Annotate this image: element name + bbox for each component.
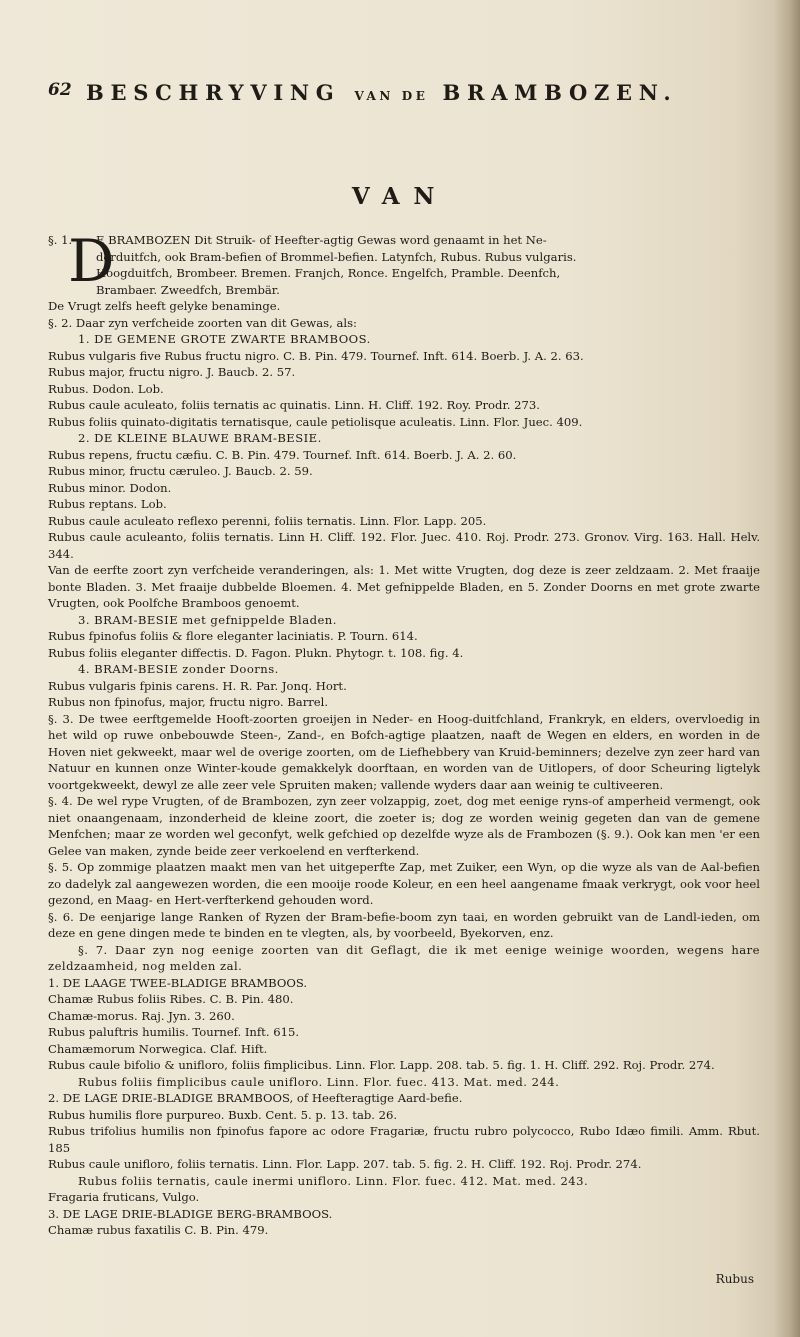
- text-paragraph: Chamæ-morus. Raj. Jyn. 3. 260.: [48, 1008, 235, 1023]
- text-paragraph: Rubus repens, fructu cæfiu. C. B. Pin. 479. Tournef. Inft. 614. Boerb. J. A. 2. 60.: [48, 447, 517, 462]
- variety-heading: 1. DE GEMENE GROTE ZWARTE BRAMBOOS.: [78, 332, 371, 346]
- variety-heading: 4. BRAM-BESIE zonder Doorns.: [78, 662, 279, 676]
- text-paragraph: §. 3. De twee eerftgemelde Hooft-zoorten groeijen in Neder- en Hoog-duitfchland, Frankryk, en elders, overvloedig in het wild op ruwe onbebouwde Steen-, Zand-, en Bofch-agtige plaatzen, naaft de Wegen en elders, en worden in de Hoven niet gekweekt, maar wel de overige zoorten, om de Liefhebbery van Kruid-beminners; dezelve zyn zeer hard van Natuur en kunnen onze Winter-koude gemakkelyk doorftaan, en worden van de Uitlopers, of door Scheuring ligtelyk voortgekweekt, dewyl ze alle zeer vele Spruiten maken; vallende wyders daar aan weinig te cultiveeren.: [48, 711, 760, 792]
- running-title: [86, 80, 677, 105]
- text-paragraph: 3. DE LAGE DRIE-BLADIGE BERG-BRAMBOOS.: [48, 1206, 333, 1221]
- text-paragraph: Rubus trifolius humilis non fpinofus fapore ac odore Fragariæ, fructu rubro polycocco, Rubo Idæo fimili. Amm. Rbut. 185: [48, 1124, 760, 1155]
- text-paragraph: Rubus reptans. Lob.: [48, 497, 167, 511]
- text-paragraph: §. 2. Daar zyn verfcheide zoorten van dit Gewas, als:: [48, 315, 357, 330]
- text-paragraph: Rubus caule aculeato reflexo perenni, foliis ternatis. Linn. Flor. Lapp. 205.: [48, 513, 487, 528]
- text-paragraph: Rubus caule aculeato, foliis ternatis ac quinatis. Linn. H. Cliff. 192. Roy. Prodr. 273.: [48, 398, 540, 412]
- text-paragraph: Chamæ Rubus foliis Ribes. C. B. Pin. 480.: [48, 992, 294, 1006]
- text-paragraph: §. 5. Op zommige plaatzen maakt men van het uitgeperfte Zap, met Zuiker, een Wyn, op die wyze als van de Aal-befien zo dadelyk zal aangewezen worden, die een mooije roode Koleur, en een heel aangename fmaak verkrygt, ook voor heel gezond, en Maag- en Hert-verfterkend gehouden word.: [48, 860, 760, 907]
- page-number: 62: [48, 80, 72, 100]
- body-text: [48, 227, 760, 1239]
- running-title-end: BRAMBOZEN.: [442, 80, 678, 105]
- text-paragraph: Rubus caule aculeanto, foliis ternatis. Linn H. Cliff. 192. Flor. Juec. 410. Roj. Prodr. 273. Gronov. Virg. 163. Hall. Helv. 344.: [48, 530, 760, 561]
- variety-heading: Rubus foliis ternatis, caule inermi unifloro. Linn. Flor. fuec. 412. Mat. med. 243.: [78, 1173, 589, 1188]
- intro-paragraph: [48, 227, 760, 298]
- intro-line: Brambaer. Zweedfch, Brembär.: [96, 282, 280, 297]
- catchword: Rubus: [715, 1272, 754, 1286]
- text-paragraph: Rubus foliis eleganter diffectis. D. Fagon. Plukn. Phytogr. t. 108. fig. 4.: [48, 645, 464, 660]
- text-paragraph: 2. DE LAGE DRIE-BLADIGE BRAMBOOS, of Heefteragtige Aard-befie.: [48, 1091, 463, 1105]
- text-paragraph: De Vrugt zelfs heeft gelyke benaminge.: [48, 299, 281, 313]
- text-paragraph: 1. DE LAAGE TWEE-BLADIGE BRAMBOOS.: [48, 975, 308, 990]
- variety-heading: §. 7. Daar zyn nog eenige zoorten van dit Geflagt, die ik met eenige weinige woorden, wegens hare zeldzaamheid, nog melden zal.: [48, 942, 760, 973]
- text-paragraph: Fragaria fruticans, Vulgo.: [48, 1190, 200, 1204]
- text-paragraph: Rubus humilis flore purpureo. Buxb. Cent. 5. p. 13. tab. 26.: [48, 1107, 398, 1122]
- text-paragraph: Rubus caule bifolio & unifloro, foliis fimplicibus. Linn. Flor. Lapp. 208. tab. 5. fig. 1. H. Cliff. 292. Roj. Prodr. 274.: [48, 1058, 715, 1072]
- intro-line: derduitfch, ook Bram-befien of Brommel-befien. Latynfch, Rubus. Rubus vulgaris.: [96, 249, 577, 264]
- section-mark: §. 1.: [48, 233, 73, 247]
- text-paragraph: Rubus non fpinofus, major, fructu nigro. Barrel.: [48, 695, 329, 709]
- variety-heading: 3. BRAM-BESIE met gefnippelde Bladen.: [78, 612, 337, 627]
- variety-heading: Rubus foliis fimplicibus caule unifloro. Linn. Flor. fuec. 413. Mat. med. 244.: [78, 1074, 560, 1089]
- text-paragraph: Rubus caule unifloro, foliis ternatis. Linn. Flor. Lapp. 207. tab. 5. fig. 2. H. Cliff. 192. Roj. Prodr. 274.: [48, 1157, 642, 1171]
- intro-line: E BRAMBOZEN Dit Struik- of Heefter-agtig Gewas word genaamt in het Ne-: [96, 233, 547, 247]
- variety-heading: 2. DE KLEINE BLAUWE BRAM-BESIE.: [78, 431, 322, 445]
- text-paragraph: Chamæ rubus faxatilis C. B. Pin. 479.: [48, 1223, 269, 1237]
- running-header: [48, 80, 758, 116]
- text-paragraph: Rubus vulgaris fpinis carens. H. R. Par. Jonq. Hort.: [48, 678, 347, 693]
- text-paragraph: Rubus fpinofus foliis & flore eleganter laciniatis. P. Tourn. 614.: [48, 629, 418, 643]
- text-paragraph: Rubus minor. Dodon.: [48, 480, 172, 495]
- text-paragraph: Rubus. Dodon. Lob.: [48, 381, 164, 396]
- text-paragraph: Chamæmorum Norwegica. Claf. Hift.: [48, 1041, 268, 1056]
- text-paragraph: Rubus foliis quinato-digitatis ternatisque, caule petiolisque aculeatis. Linn. Flor. Juec. 409.: [48, 414, 583, 429]
- drop-cap: D: [68, 227, 115, 295]
- text-paragraph: Rubus major, fructu nigro. J. Baucb. 2. 57.: [48, 365, 296, 379]
- running-title-small: VAN DE: [354, 89, 429, 103]
- text-paragraph: Rubus minor, fructu cæruleo. J. Baucb. 2. 59.: [48, 464, 313, 478]
- text-paragraph: Rubus paluftris humilis. Tournef. Inft. 615.: [48, 1025, 300, 1039]
- text-paragraph: Van de eerfte zoort zyn verfcheide veranderingen, als: 1. Met witte Vrugten, dog deze is zeer zeldzaam. 2. Met fraaije bonte Bladen. 3. Met fraaije dubbelde Bloemen. 4. Met gefnippelde Bladen, en 5. Zonder Doorns en met grote zwarte Vrugten, ook Poolfche Bramboos genoemt.: [48, 563, 760, 610]
- text-paragraph: Rubus vulgaris five Rubus fructu nigro. C. B. Pin. 479. Tournef. Inft. 614. Boerb. J. A. 2. 63.: [48, 348, 584, 363]
- text-paragraph: §. 6. De eenjarige lange Ranken of Ryzen der Bram-befie-boom zyn taai, en worden gebruikt van de Landl-ieden, om deze en gene dingen mede te binden en te vlegten, als, by voorbeeld, Byekorven, enz.: [48, 909, 760, 940]
- section-heading: VAN: [351, 183, 449, 210]
- body-paragraphs: [48, 298, 760, 1239]
- running-title-main: BESCHRYVING: [86, 80, 341, 105]
- text-paragraph: §. 4. De wel rype Vrugten, of de Brambozen, zyn zeer volzappig, zoet, dog met eenige ryns-of amperheid vermengt, ook niet onaangenaam, inzonderheid de kleine zoort, die zoeter is; dog ze worden weinig gegeten dan van de gemene Menfchen; maar ze worden wel geconfyt, welk gefchied op dezelfde wyze als de Frambozen (§. 9.). Ook kan men 'er een Gelee van maken, zynde beide zeer verkoelend en verfterkend.: [48, 794, 760, 858]
- intro-line: Hoogduitfch, Brombeer. Bremen. Franjch, Ronce. Engelfch, Pramble. Deenfch,: [96, 266, 561, 280]
